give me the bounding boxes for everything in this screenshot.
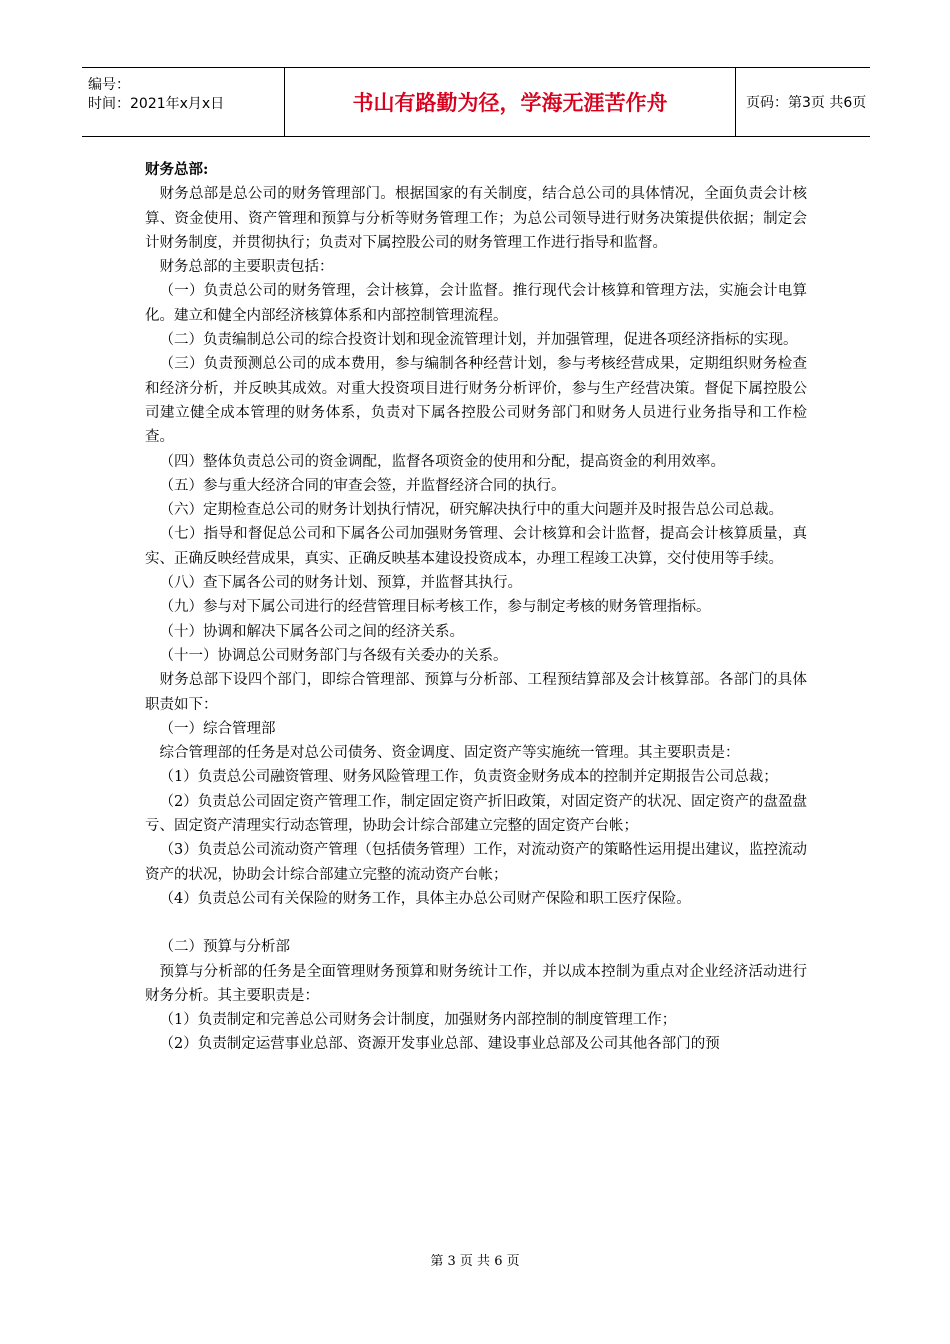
page-footer: 第 3 页 共 6 页	[430, 1254, 520, 1269]
list-item: （1）负责制定和完善总公司财务会计制度，加强财务内部控制的制度管理工作；	[159, 1012, 677, 1029]
header-meta-cell	[82, 68, 285, 136]
paragraph: 预算与分析部的任务是全面管理财务预算和财务统计工作，并以成本控制为重点对企业经济活动进行财务分析。其主要职责是：	[145, 963, 807, 1004]
subsection-heading: （一）综合管理部	[159, 720, 276, 737]
paragraph: 综合管理部的任务是对总公司债务、资金调度、固定资产等实施统一管理。其主要职责是：	[159, 745, 740, 762]
list-item: （1）负责总公司融资管理、财务风险管理工作，负责资金财务成本的控制并定期报告公司总裁；	[159, 769, 778, 786]
paragraph: （十一）协调总公司财务部门与各级有关委办的关系。	[159, 647, 508, 664]
paragraph: （六）定期检查总公司的财务计划执行情况，研究解决执行中的重大问题并及时报告总公司总裁。	[159, 502, 783, 519]
paragraph: （八）查下属各公司的财务计划、预算，并监督其执行。	[159, 575, 522, 592]
number-label: 编号：	[88, 77, 130, 93]
document-body	[145, 158, 807, 1057]
subsection-heading: （二）预算与分析部	[159, 939, 290, 956]
page-header	[82, 67, 870, 137]
header-motto: 书山有路勤为径，学海无涯苦作舟	[285, 68, 736, 136]
paragraph: （一）负责总公司的财务管理，会计核算，会计监督。推行现代会计核算和管理方法，实施会计电算化。建立和健全内部经济核算体系和内部控制管理流程。	[145, 283, 807, 324]
time-label: 时间：2021年x月x日	[88, 96, 225, 112]
section-title: 财务总部:	[145, 161, 209, 178]
spacer	[145, 911, 807, 935]
paragraph: （十）协调和解决下属各公司之间的经济关系。	[159, 623, 464, 640]
list-item: （2）负责总公司固定资产管理工作，制定固定资产折旧政策，对固定资产的状况、固定资产的盘盈盘亏、固定资产清理实行动态管理，协助会计综合部建立完整的固定资产台帐；	[145, 793, 807, 835]
paragraph: （四）整体负责总公司的资金调配，监督各项资金的使用和分配，提高资金的利用效率。	[159, 453, 725, 470]
paragraph: （九）参与对下属公司进行的经营管理目标考核工作，参与制定考核的财务管理指标。	[159, 599, 711, 616]
paragraph: （三）负责预测总公司的成本费用，参与编制各种经营计划，参与考核经营成果，定期组织财务检查和经济分析，并反映其成效。对重大投资项目进行财务分析评价，参与生产经营决策。督促下属控股公司建立健全成本管理的财务体系，负责对下属各控股公司财务部门和财务人员进行业务指导和工作检查。	[145, 356, 807, 446]
paragraph: （七）指导和督促总公司和下属各公司加强财务管理、会计核算和会计监督，提高会计核算质量，真实、正确反映经营成果，真实、正确反映基本建设投资成本，办理工程竣工决算，交付使用等手续。	[145, 526, 807, 567]
list-item: （4）负责总公司有关保险的财务工作，具体主办总公司财产保险和职工医疗保险。	[159, 890, 691, 907]
paragraph: 财务总部下设四个部门，即综合管理部、预算与分析部、工程预结算部及会计核算部。各部门的具体职责如下：	[145, 672, 807, 713]
paragraph: （五）参与重大经济合同的审查会签，并监督经济合同的执行。	[159, 477, 566, 494]
paragraph: 财务总部的主要职责包括：	[159, 259, 334, 276]
paragraph: 财务总部是总公司的财务管理部门。根据国家的有关制度，结合总公司的具体情况，全面负责会计核算、资金使用、资产管理和预算与分析等财务管理工作；为总公司领导进行财务决策提供依据；制定会计财务制度，并贯彻执行；负责对下属控股公司的财务管理工作进行指导和监督。	[145, 186, 807, 251]
paragraph: （二）负责编制总公司的综合投资计划和现金流管理计划，并加强管理，促进各项经济指标的实现。	[159, 332, 798, 349]
list-item: （3）负责总公司流动资产管理（包括债务管理）工作，对流动资产的策略性运用提出建议，监控流动资产的状况，协助会计综合部建立完整的流动资产台帐；	[145, 842, 807, 883]
header-page-code: 页码：第3页 共6页	[746, 95, 867, 111]
list-item: （2）负责制定运营事业总部、资源开发事业总部、建设事业总部及公司其他各部门的预	[159, 1036, 720, 1053]
